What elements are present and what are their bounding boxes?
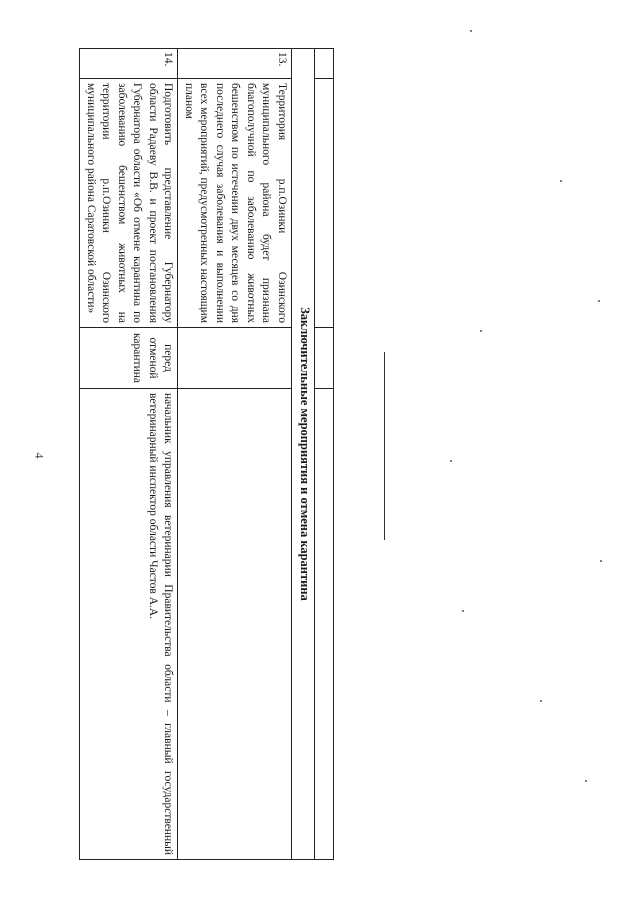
scan-speck <box>462 610 464 612</box>
row-number: 13. <box>178 49 292 79</box>
scan-speck <box>480 330 482 332</box>
section-header-row <box>292 49 315 860</box>
scan-speck <box>585 780 587 782</box>
row-responsible: начальник управления ветеринарии Правительства области – главный государственный ветеринарный инспектор области Частов А.А. <box>80 389 178 860</box>
scan-speck <box>560 180 562 182</box>
plan-table-container <box>85 48 334 860</box>
scan-speck <box>470 30 472 32</box>
row-term <box>178 328 292 389</box>
signature-rule <box>384 352 385 540</box>
row-responsible <box>178 389 292 860</box>
scan-speck <box>600 560 602 562</box>
scan-speck <box>540 700 542 702</box>
row-term: перед отменой карантина <box>80 328 178 389</box>
scan-speck <box>598 300 600 302</box>
section-header: Заключительные мероприятия и отмена карантина <box>292 49 315 860</box>
page-number: 4 <box>32 452 47 459</box>
table-top-row <box>315 49 334 860</box>
row-event: Территория р.п.Озинки Озинского муниципального района будет признана благополучной по заболеванию животных бешенством по истечении двух месяцев со дня последнего случая заболевания и выполнении всех мероприятий, предусмотренных настоящим планом <box>178 79 292 328</box>
row-number: 14. <box>80 49 178 79</box>
row-event: Подготовить представление Губернатору области Радаеву В.В. и проект постановления Губернатора области «Об отмене карантина по заболеванию бешенством животных на территории р.п.Озинки Озинского муниципального района Саратовской области» <box>80 79 178 328</box>
table-row <box>80 49 178 860</box>
plan-table <box>80 48 335 860</box>
scan-speck <box>450 460 452 462</box>
table-row <box>178 49 292 860</box>
